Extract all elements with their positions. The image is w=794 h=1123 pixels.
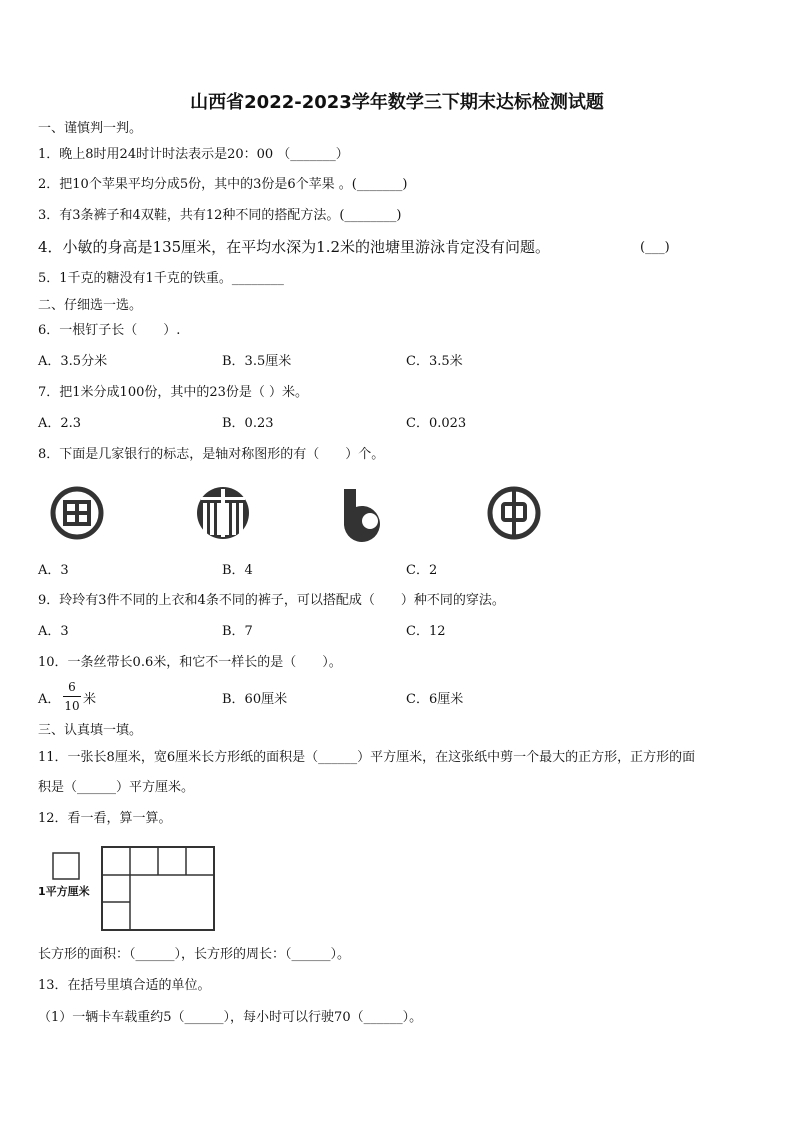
question-6-option-a: A．3.5分米	[38, 354, 108, 369]
question-7: 7．把1米分成100份，其中的23份是（ ）米。	[38, 385, 309, 400]
question-5: 5．1千克的糖没有1千克的铁重。________	[38, 271, 284, 286]
question-3: 3．有3条裤子和4双鞋，共有12种不同的搭配方法。(________)	[38, 208, 402, 223]
rectangle-grid-figure	[100, 845, 218, 933]
question-9-option-c: C．12	[406, 624, 446, 639]
section-heading-1: 一、谨慎判一判。	[38, 121, 143, 136]
question-10-option-a-label: A．	[38, 692, 61, 707]
fraction-bar	[63, 696, 81, 697]
question-10-fraction	[63, 680, 81, 713]
question-2: 2．把10个苹果平均分成5份，其中的3份是6个苹果 。(_______)	[38, 177, 408, 192]
question-7-option-a: A．2.3	[38, 416, 82, 431]
fraction-denominator: 10	[64, 699, 80, 713]
page-title: 山西省2022-2023学年数学三下期末达标检测试题	[190, 92, 604, 113]
question-9: 9．玲玲有3件不同的上衣和4条不同的裤子，可以搭配成（ ）种不同的穿法。	[38, 593, 505, 608]
question-9-option-a: A．3	[38, 624, 69, 639]
question-4-blank: (___)	[640, 240, 670, 255]
section-heading-3: 三、认真填一填。	[38, 723, 143, 738]
question-10: 10．一条丝带长0.6米，和它不一样长的是（ ）。	[38, 655, 342, 670]
question-10-option-c: C．6厘米	[406, 692, 464, 707]
question-13-part-1: （1）一辆卡车载重约5（______），每小时可以行驶70（______）。	[38, 1010, 423, 1025]
section-heading-2: 二、仔细选一选。	[38, 298, 143, 313]
question-6-option-c: C．3.5米	[406, 354, 463, 369]
bank-logo-comm-icon	[338, 483, 398, 543]
question-4: 4．小敏的身高是135厘米，在平均水深为1.2米的池塘里游泳肯定没有问题。	[38, 238, 551, 256]
question-12: 12．看一看，算一算。	[38, 811, 172, 826]
question-9-option-b: B．7	[222, 624, 253, 639]
question-11-line-1: 11．一张长8厘米，宽6厘米长方形纸的面积是（______）平方厘米，在这张纸中剪一个最大的正方形，正方形的面	[38, 750, 696, 765]
question-1: 1．晚上8时用24时计时法表示是20：00 （_______）	[38, 147, 349, 162]
bank-logo-icbc-icon	[47, 483, 107, 543]
question-13: 13．在括号里填合适的单位。	[38, 978, 211, 993]
question-8-option-c: C．2	[406, 563, 438, 578]
question-6-option-b: B．3.5厘米	[222, 354, 292, 369]
question-8-option-a: A．3	[38, 563, 69, 578]
fraction-numerator: 6	[68, 680, 76, 694]
question-7-option-c: C．0.023	[406, 416, 467, 431]
question-10-option-a-unit: 米	[83, 692, 97, 707]
unit-square-icon	[52, 852, 80, 880]
question-12-answer: 长方形的面积：（______），长方形的周长：（______）。	[38, 947, 351, 962]
question-10-option-b: B．60厘米	[222, 692, 288, 707]
question-6: 6．一根钉子长（ ）.	[38, 323, 181, 338]
question-8-option-b: B．4	[222, 563, 253, 578]
question-7-option-b: B．0.23	[222, 416, 274, 431]
question-8: 8．下面是几家银行的标志，是轴对称图形的有（ ）个。	[38, 447, 385, 462]
question-11-line-2: 积是（______）平方厘米。	[38, 780, 195, 795]
bank-logo-citic-icon	[193, 483, 253, 543]
unit-square-label: 1平方厘米	[38, 885, 90, 898]
bank-logo-boc-icon	[484, 483, 544, 543]
